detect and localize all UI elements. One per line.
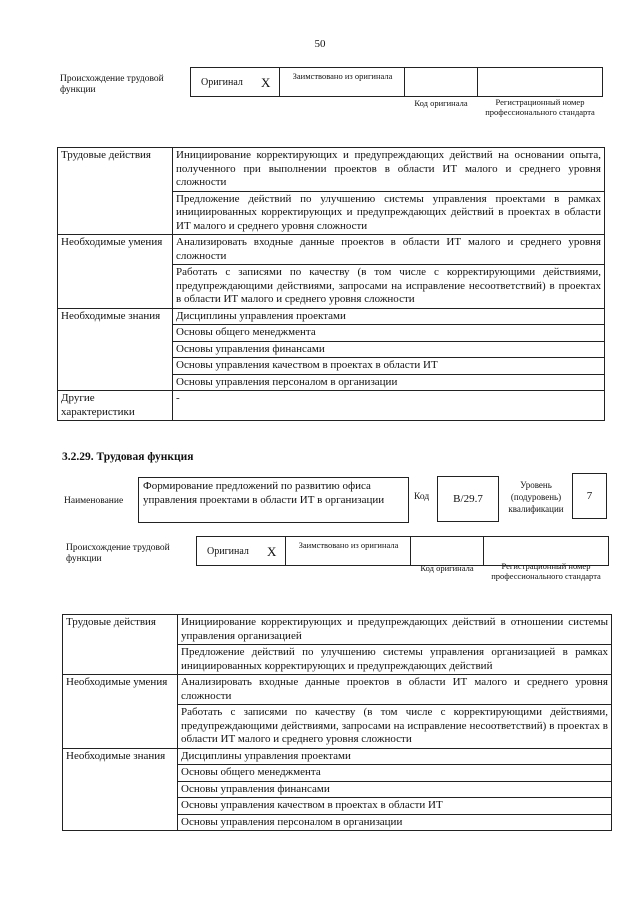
borrowed-label: Заимствовано из оригинала (298, 540, 399, 550)
table-cell: Инициирование корректирующих и предупреждающих действий на основании опыта, полученного при выполнении проектов в области ИТ малого и среднего уровня сложности (173, 148, 605, 192)
table-cell: Основы управления персоналом в организации (178, 814, 612, 831)
table-cell: Дисциплины управления проектами (173, 308, 605, 325)
row-header: Необходимые умения (58, 235, 173, 309)
reg-number-label: Регистрационный номер профессионального стандарта (485, 97, 595, 117)
row-header: Необходимые знания (58, 308, 173, 391)
page-number: 50 (314, 38, 326, 50)
table-cell: Инициирование корректирующих и предупреждающих действий в отношении системы управления организацией (178, 615, 612, 645)
function-code-box: B/29.7 (437, 476, 499, 522)
table-cell: Основы общего менеджмента (173, 325, 605, 342)
code-cell (410, 537, 484, 565)
reg-cell (477, 68, 604, 96)
level-label: Уровень (подуровень) квалификации (508, 480, 564, 514)
function-name-box: Формирование предложений по развитию офиса управления проектами в области ИТ в организации (138, 477, 409, 523)
code-cell (404, 68, 478, 96)
original-mark: X (267, 544, 277, 559)
section-title: 3.2.29. Трудовая функция (62, 451, 194, 463)
table-cell: Анализировать входные данные проектов в области ИТ малого и среднего уровня сложности (173, 235, 605, 265)
original-label: Оригинал (201, 77, 243, 88)
name-label: Наименование (64, 496, 124, 506)
table-cell: Основы управления персоналом в организации (173, 374, 605, 391)
origin-box (190, 67, 603, 97)
code-origin-label: Код оригинала (414, 98, 468, 108)
row-header: Трудовые действия (58, 148, 173, 235)
table-cell: Основы управления финансами (178, 781, 612, 798)
table-cell: Основы управления качеством в проектах в области ИТ (178, 798, 612, 815)
row-header: Необходимые умения (63, 675, 178, 749)
table-cell: Анализировать входные данные проектов в области ИТ малого и среднего уровня сложности (178, 675, 612, 705)
row-header: Необходимые знания (63, 748, 178, 831)
code-label: Код (414, 492, 430, 502)
table-cell: Предложение действий по улучшению системы управления проектами в рамках инициированных корректирующих и предупреждающих действий в проектах в области ИТ малого и среднего уровня сложности (173, 191, 605, 235)
table-cell: Предложение действий по улучшению системы управления организацией в рамках инициированных корректирующих и предупреждающих действий (178, 645, 612, 675)
table-cell: - (173, 391, 605, 421)
table-cell: Работать с записями по качеству (в том числе с корректирующими действиями, предупреждающими действиями, запросами на исправление несоответствий) в проектах в области ИТ малого и среднего уровня сложности (178, 705, 612, 749)
borrowed-label: Заимствовано из оригинала (292, 71, 393, 81)
reg-number-label: Регистрационный номер профессионального стандарта (491, 561, 601, 581)
table-cell: Основы общего менеджмента (178, 765, 612, 782)
row-header: Другие характеристики (58, 391, 173, 421)
labor-function-table-1 (57, 147, 605, 421)
table-cell: Основы управления финансами (173, 341, 605, 358)
table-cell: Основы управления качеством в проектах в области ИТ (173, 358, 605, 375)
table-cell: Дисциплины управления проектами (178, 748, 612, 765)
level-box: 7 (572, 473, 607, 519)
row-header: Трудовые действия (63, 615, 178, 675)
original-label: Оригинал (207, 546, 249, 557)
table-cell: Работать с записями по качеству (в том числе с корректирующими действиями, предупреждающими действиями, запросами на исправление несоответствий) в проектах в области ИТ малого и среднего уровня сложности (173, 265, 605, 309)
origin-label: Происхождение трудовой функции (60, 74, 164, 95)
labor-function-table-2 (62, 614, 612, 831)
original-mark: X (261, 75, 271, 90)
origin-label: Происхождение трудовой функции (66, 543, 170, 564)
code-origin-label: Код оригинала (420, 563, 474, 573)
